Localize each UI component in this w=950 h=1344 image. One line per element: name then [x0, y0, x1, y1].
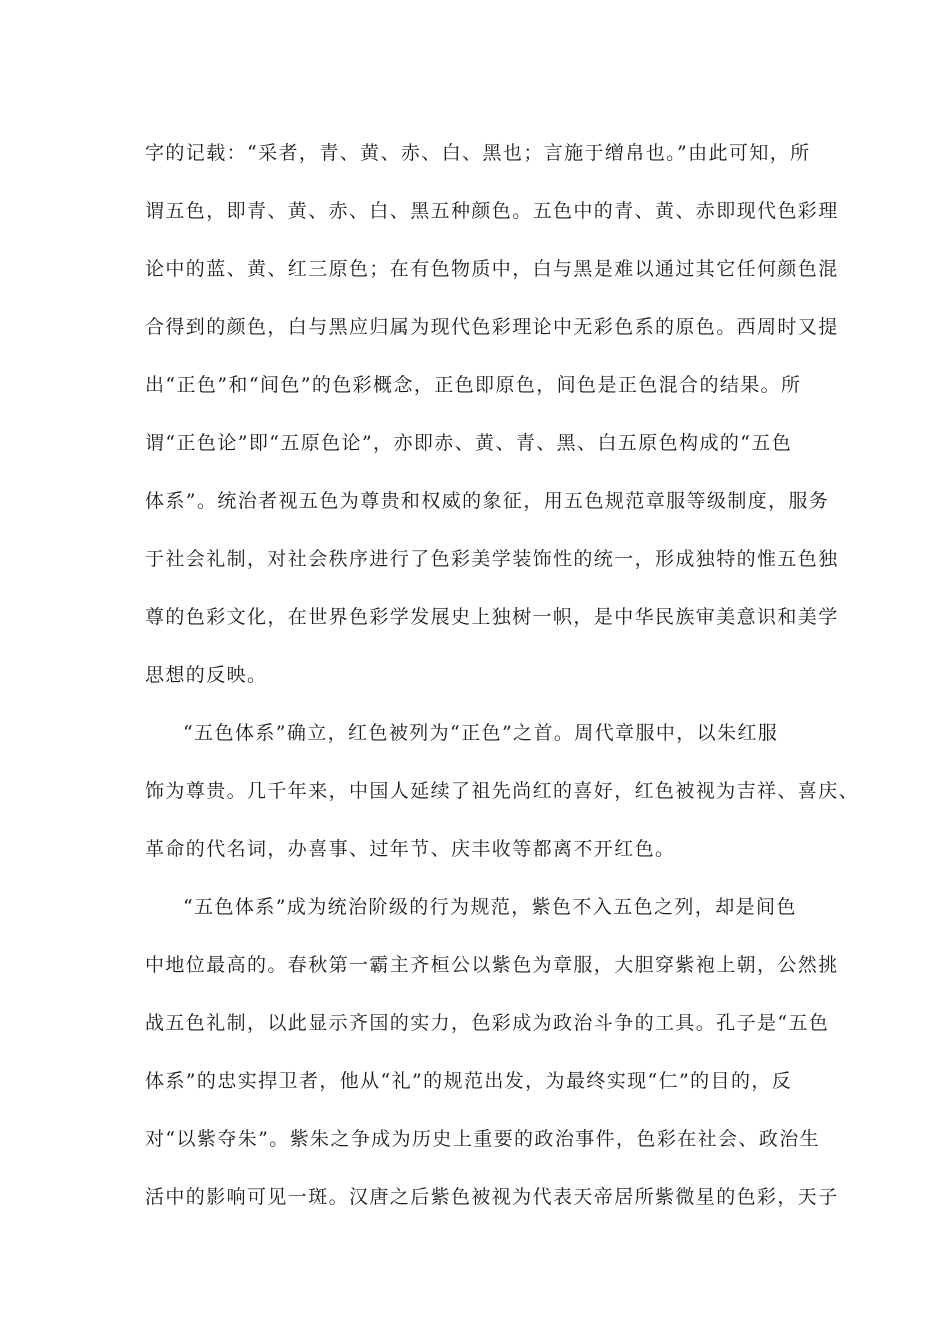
text-line: 尊的色彩文化，在世界色彩学发展史上独树一帜，是中华民族审美意识和美学	[145, 606, 839, 628]
text-line: 字的记载：“采者，青、黄、赤、白、黑也；言施于缯帛也。”由此可知，所	[145, 142, 811, 164]
text-line: 思想的反映。	[145, 664, 268, 686]
text-line: 体系”。统治者视五色为尊贵和权威的象征，用五色规范章服等级制度，服务	[145, 490, 830, 512]
text-line: 活中的影响可见一斑。汉唐之后紫色被视为代表天帝居所紫微星的色彩，天子	[145, 1186, 839, 1208]
text-line: 合得到的颜色，白与黑应归属为现代色彩理论中无彩色系的原色。西周时又提	[145, 316, 839, 338]
text-line: 于社会礼制，对社会秩序进行了色彩美学装饰性的统一，形成独特的惟五色独	[145, 548, 839, 570]
text-line: 中地位最高的。春秋第一霸主齐桓公以紫色为章服，大胆穿紫袍上朝，公然挑	[145, 954, 839, 976]
text-line: 谓五色，即青、黄、赤、白、黑五种颜色。五色中的青、黄、赤即现代色彩理	[145, 200, 839, 222]
paragraph-first-line: “五色体系”确立，红色被列为“正色”之首。周代章服中，以朱红服	[183, 722, 779, 744]
body-text	[145, 124, 860, 1226]
paragraph-first-line: “五色体系”成为统治阶级的行为规范，紫色不入五色之列，却是间色	[183, 896, 797, 918]
text-line: 谓“正色论”即“五原色论”，亦即赤、黄、青、黑、白五原色构成的“五色	[145, 432, 793, 454]
text-line: 出“正色”和“间色”的色彩概念，正色即原色，间色是正色混合的结果。所	[145, 374, 802, 396]
text-line: 饰为尊贵。几千年来，中国人延续了祖先尚红的喜好，红色被视为吉祥、喜庆、	[145, 780, 860, 802]
text-line: 战五色礼制，以此显示齐国的实力，色彩成为政治斗争的工具。孔子是“五色	[145, 1012, 830, 1034]
text-line: 论中的蓝、黄、红三原色；在有色物质中，白与黑是难以通过其它任何颜色混	[145, 258, 839, 280]
text-line: 体系”的忠实捍卫者，他从“礼”的规范出发，为最终实现“仁”的目的，反	[145, 1070, 793, 1092]
text-line: 革命的代名词，办喜事、过年节、庆丰收等都离不开红色。	[145, 838, 676, 860]
text-line: 对“以紫夺朱”。紫朱之争成为历史上重要的政治事件，色彩在社会、政治生	[145, 1128, 821, 1150]
